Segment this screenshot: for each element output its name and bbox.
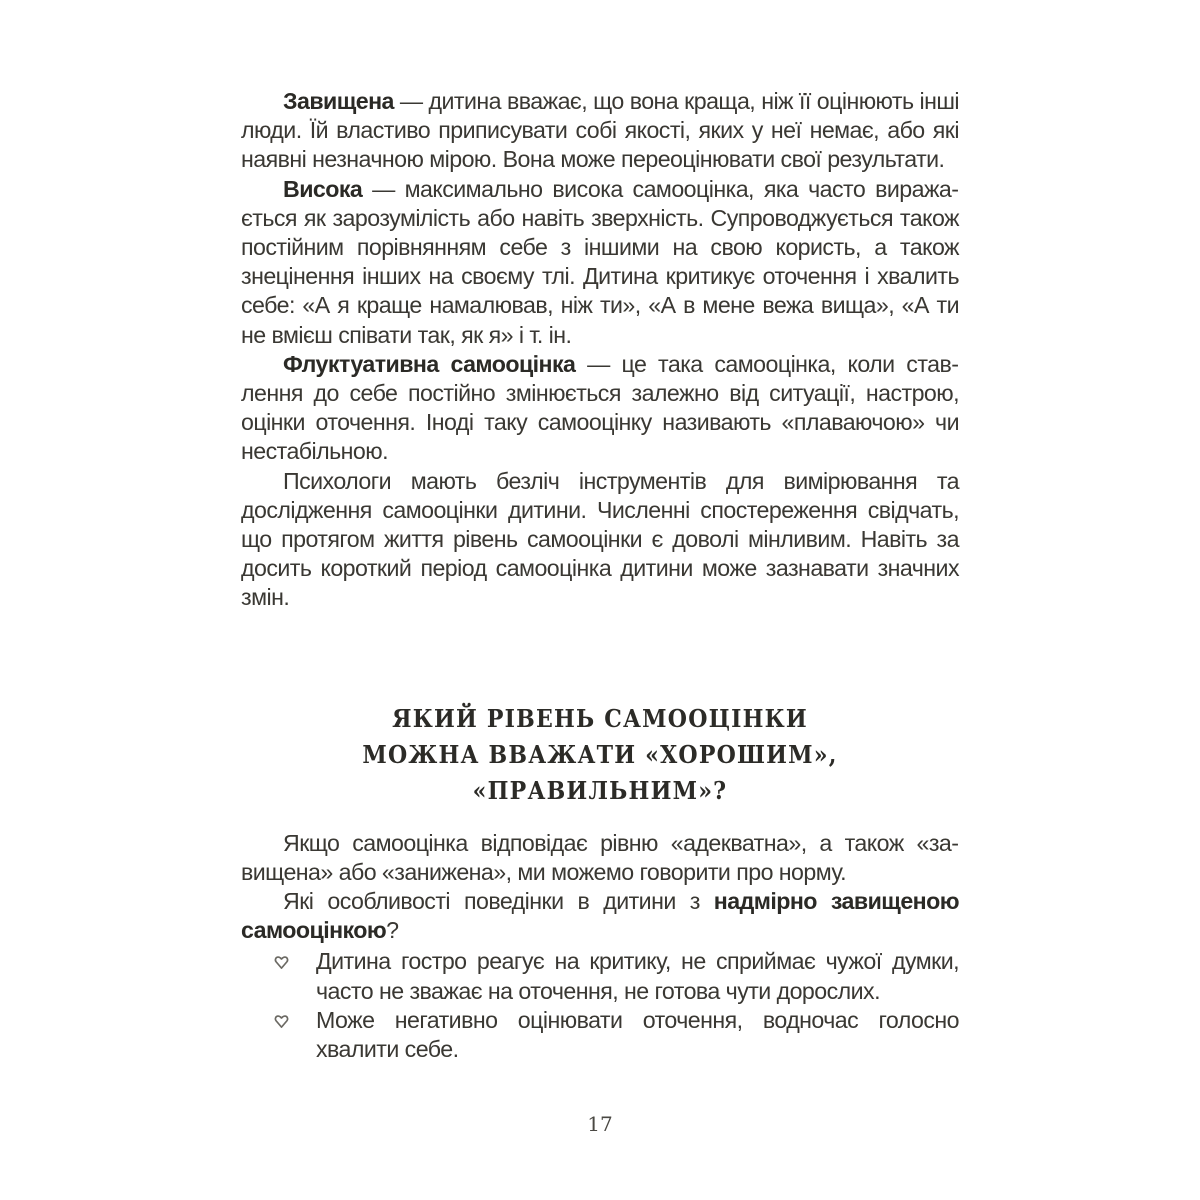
paragraph-text: Які особливості поведінки в дитини з — [283, 888, 714, 915]
paragraph-text: Якщо самооцінка відповідає рівню «адекватна», а також «завищена» або «занижена», ми можемо говорити про норму. — [241, 829, 959, 885]
question-mark: ? — [386, 917, 399, 944]
term-vysoka: Висока — [283, 175, 363, 202]
term-zavyshchena: Завищена — [283, 88, 394, 114]
list-item — [241, 947, 959, 1005]
behavior-list — [241, 947, 959, 1064]
page-body — [241, 87, 959, 1064]
section-spacer — [241, 613, 959, 701]
list-item — [241, 1006, 959, 1064]
list-item-text: Дитина гостро реагує на критику, не сприймає чужої думки, часто не зважає на оточення, не готова чути дорослих. — [316, 948, 959, 1004]
paragraph-text: — максимально висока самооцінка, яка часто виражається як зарозумілість або навіть зверхність. Супроводжується також постійним порівнянням себе з іншими на свою користь, а також знецінення інших на своєму тлі. Дитина критикує оточення і хвалить себе: «А я краще намалював, ніж ти», «А в мене вежа вища», «А ти не вмієш співати так, як я» і т. ін. — [241, 175, 959, 348]
paragraph-zavyshchena — [241, 87, 959, 175]
section-heading — [241, 701, 959, 809]
term-fluktuatyvna: Флуктуативна самооцінка — [283, 350, 576, 377]
paragraph-text: Психологи мають безліч інструментів для вимірювання та дослідження самооцінки дитини. Численні спостереження свідчать, що протягом життя рівень самооцінки є доволі мінливим. Навіть за досить короткий період самооцінка дитини може зазнавати значних змін. — [241, 467, 959, 611]
heading-line-2: МОЖНА ВВАЖАТИ «ХОРОШИМ», — [362, 739, 838, 769]
term-overestimated: надмірно завищеною самооцінкою — [241, 888, 959, 944]
paragraph-fluktuatyvna — [241, 350, 959, 467]
paragraph-vysoka — [241, 175, 959, 350]
paragraph-norm — [241, 829, 959, 887]
paragraph-text: — це така самооцінка, коли ставлення до себе постійно змінюється залежно від ситуації, настрою, оцінки оточення. Іноді таку самооцінку називають «плаваючою» чи нестабільною. — [241, 350, 959, 465]
heading-line-1: ЯКИЙ РІВЕНЬ САМООЦІНКИ — [392, 703, 808, 733]
paragraph-text: — дитина вважає, що вона краща, ніж її оцінюють інші люди. Їй властиво приписувати собі якості, яких у неї немає, або які наявні незначною мірою. Вона може переоцінювати свої результати. — [241, 88, 959, 173]
paragraph-psykholohy — [241, 467, 959, 613]
page-number: 17 — [587, 1112, 613, 1136]
heading-line-3: «ПРАВИЛЬНИМ»? — [472, 775, 728, 805]
heart-outline-icon — [274, 1014, 289, 1029]
list-item-text: Може негативно оцінювати оточення, водночас голосно хвалити себе. — [316, 1006, 959, 1063]
heart-outline-icon — [274, 955, 289, 970]
paragraph-question — [241, 887, 959, 945]
